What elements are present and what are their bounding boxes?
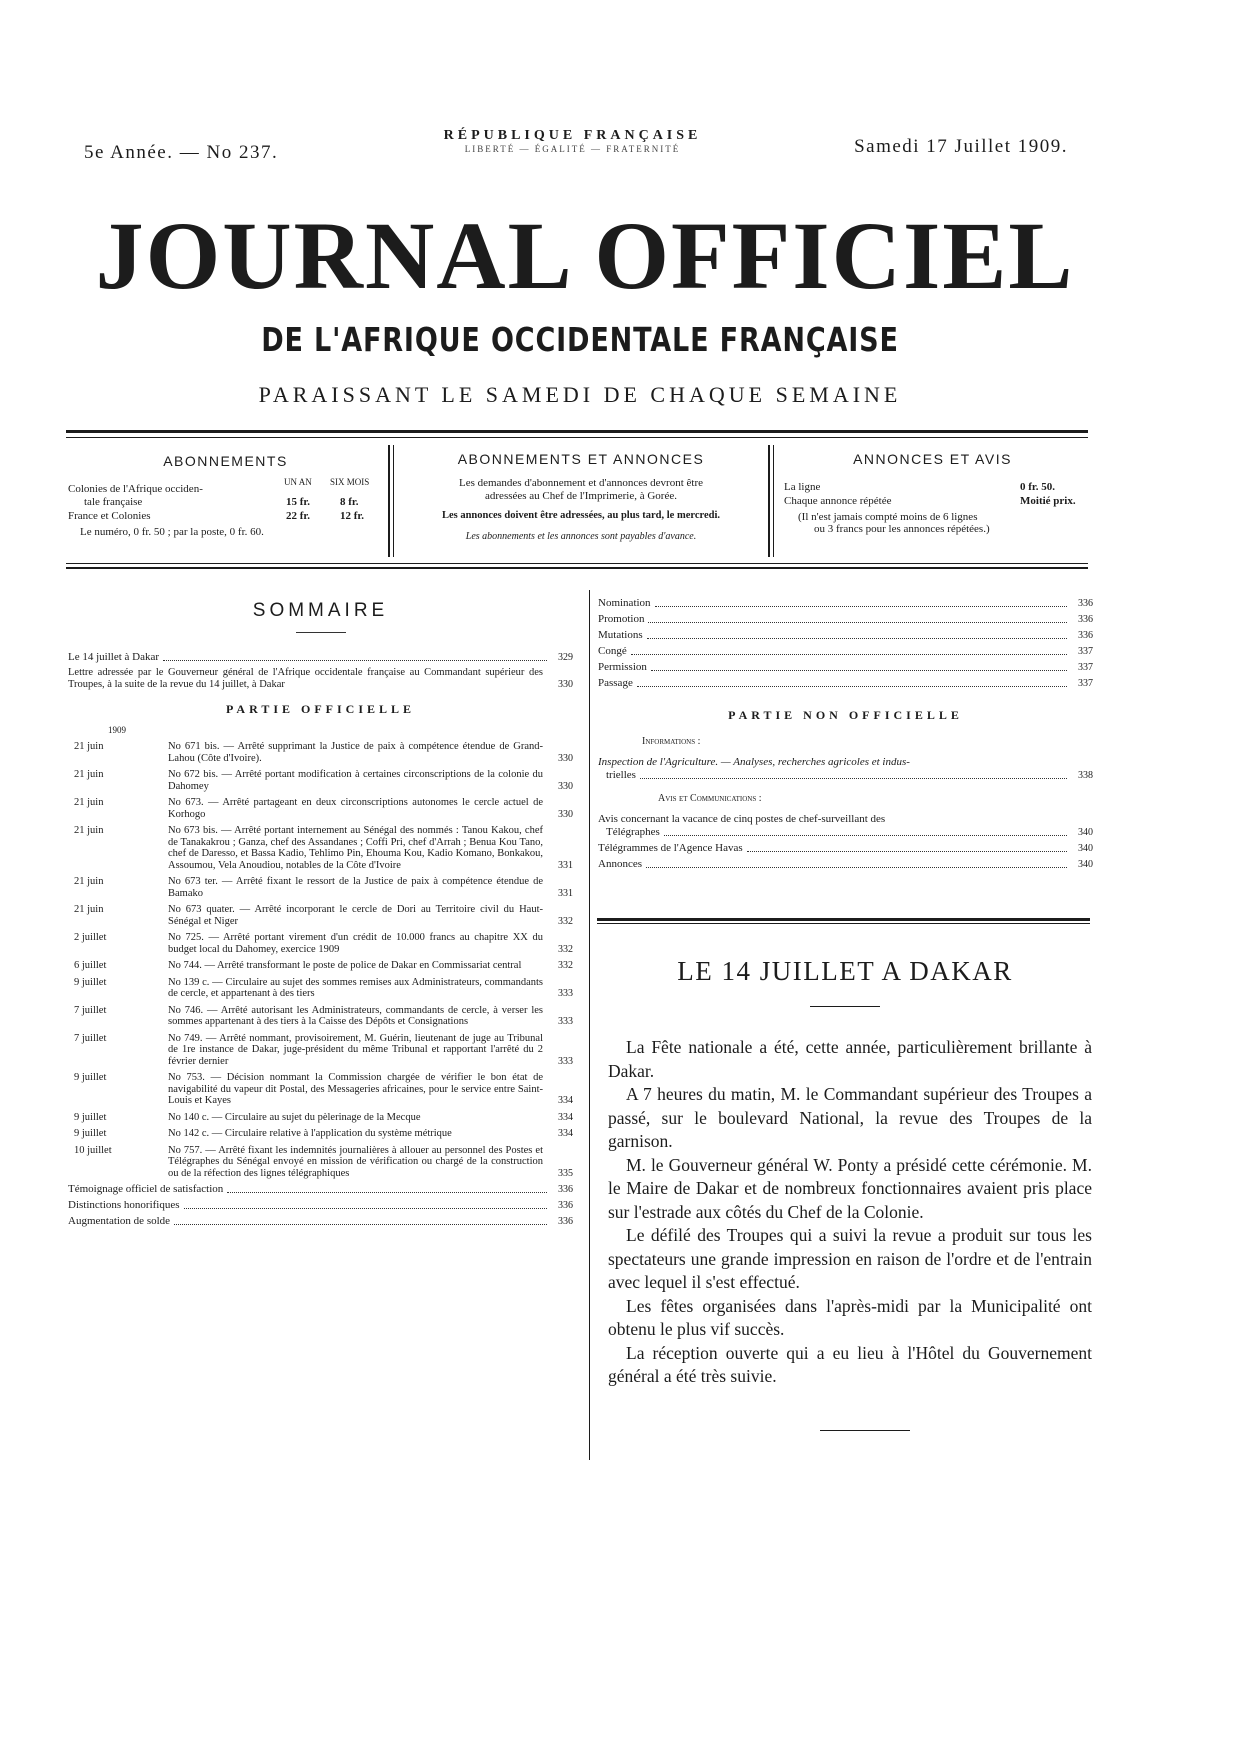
toc-row: [598, 613, 1093, 626]
toc-row: [68, 1183, 573, 1196]
entry-description: No 753. — Décision nommant la Commission chargée de vérifier le bon état de navigabilité du vapeur dit Postal, des Messageries africaines, pour le service entre Saint-Louis et Kayes: [168, 1072, 543, 1106]
box-mid-line4: Les abonnements et les annonces sont payables d'avance.: [465, 531, 697, 542]
dot-leader: [655, 606, 1067, 607]
entry-description: No 671 bis. — Arrêté supprimant la Justice de paix à compétence étendue de Grand-Lahou (Côte d'Ivoire).: [168, 741, 543, 764]
entry-description: No 746. — Arrêté autorisant les Administrateurs, commandants de cercle, à verser les sommes appartenant à des tiers à la Caisse des Dépôts et Consignations: [168, 1004, 543, 1027]
entry-page: 330: [558, 780, 573, 792]
toc-page: 330: [558, 678, 573, 690]
dot-leader: [184, 1208, 547, 1209]
info-item-line2: trielles: [606, 769, 636, 781]
info-leader: [640, 778, 1067, 779]
toc-row: [68, 1199, 573, 1212]
avis1-line2: Télégraphes: [606, 826, 660, 838]
top-rule-thin: [66, 437, 1088, 438]
issue-number: 5e Année. — No 237.: [84, 142, 279, 163]
toc-entry: [68, 977, 573, 1000]
toc-page: 336: [1078, 630, 1093, 641]
dot-leader: [174, 1224, 547, 1225]
box-divider-right-thin: [773, 445, 774, 557]
entry-description: No 757. — Arrêté fixant les indemnités journalières à allouer au personnel des Postes et Télégraphes du Sénégal envoyé en mission de vérification ou chargé de la construction ou de la réfection des lignes télégraphiques: [168, 1144, 543, 1179]
toc-row: [598, 597, 1093, 610]
line-price-label: La ligne: [784, 481, 821, 493]
box-divider-right: [768, 445, 770, 557]
toc-row: [598, 629, 1093, 642]
informations-head: Informations :: [642, 736, 701, 747]
entry-date: 9 juillet: [74, 1072, 107, 1083]
entry-date: 7 juillet: [74, 1004, 107, 1016]
toc-label: Nomination: [598, 597, 651, 609]
entry-description: No 725. — Arrêté portant virement d'un crédit de 10.000 francs au chapitre XX du budget local du Dahomey, exercice 1909: [168, 932, 543, 955]
row2-label: France et Colonies: [68, 510, 151, 522]
headline-underline: [810, 1006, 880, 1007]
sommaire-column: [68, 600, 573, 1228]
box-mid-line1: Les demandes d'abonnement et d'annonces devront être: [458, 477, 704, 489]
box-mid-line2: adressées au Chef de l'Imprimerie, à Gorée.: [485, 490, 677, 502]
article-headline: LE 14 JUILLET A DAKAR: [677, 956, 1013, 986]
sommaire-title: SOMMAIRE: [252, 600, 389, 621]
subscriptions-ads-head: ABONNEMENTS ET ANNONCES: [457, 451, 705, 467]
entry-description: No 673. — Arrêté partageant en deux circonscriptions autonomes le cercle actuel de Korhogo: [168, 797, 543, 820]
entry-date: 21 juin: [74, 904, 104, 915]
toc-entry: [68, 1145, 573, 1180]
toc-page: 336: [558, 1216, 573, 1227]
dot-leader: [647, 638, 1067, 639]
entry-description: No 673 bis. — Arrêté portant internement au Sénégal des nommés : Tanou Kakou, chef de Tanakakrou ; Ganza, chef des Assandanes ; Coffi Pri, chef d'Arrah ; Benua Kou Tano, chef de Daresso, et Bassa Kadio, Tehlimo Pin, Ehouma Kou, Kadio Komano, Bonkakou, Assoumou, Vela Anoudiou, notables de la Côte d'Ivoire: [168, 825, 543, 871]
toc-row: [68, 1215, 573, 1228]
entry-page: 332: [558, 960, 573, 971]
toc-label: Témoignage officiel de satisfaction: [68, 1183, 224, 1195]
entry-page: 333: [558, 1055, 573, 1067]
toc-label: Congé: [598, 645, 627, 657]
entry-date: 21 juin: [74, 797, 104, 808]
entry-page: 332: [558, 915, 573, 927]
ads-notices-box: [780, 451, 1085, 551]
republic-block: [400, 128, 745, 154]
entry-description: No 672 bis. — Arrêté portant modification à certaines circonscriptions de la colonie du Dahomey: [168, 769, 543, 792]
avis2-row: [598, 842, 1093, 855]
entry-date: 6 juillet: [74, 960, 107, 971]
entry-date: 9 juillet: [74, 1128, 107, 1139]
repeat-price-label: Chaque annonce répétée: [784, 495, 892, 507]
article-paragraph: Le défilé des Troupes qui a suivi la revue a produit sur tous les spectateurs une grande impression en raison de l'ordre et de l'entrain avec lequel il s'est effectué.: [608, 1225, 1092, 1292]
toc-row: [598, 645, 1093, 658]
journal-tagline: PARAISSANT LE SAMEDI DE CHAQUE SEMAINE: [258, 382, 902, 407]
toc-entry: [68, 1128, 573, 1140]
entry-date: 10 juillet: [74, 1144, 112, 1156]
avis3-label: Annonces: [598, 858, 642, 870]
col-one-year: UN AN: [284, 477, 312, 487]
avis-list: [598, 813, 1093, 871]
bottom-rule-thin: [66, 563, 1088, 564]
avis1-leader: [664, 835, 1067, 836]
avis3-page: 340: [1078, 859, 1093, 870]
box-mid-line3: Les annonces doivent être adressées, au plus tard, le mercredi.: [441, 510, 721, 521]
article-paragraph: La Fête nationale a été, cette année, particulièrement brillante à Dakar.: [608, 1037, 1092, 1081]
toc-entry: [68, 932, 573, 955]
toc-label: Lettre adressée par le Gouverneur général de l'Afrique occidentale française au Commandant supérieur des Troupes, à la suite de la revue du 14 juillet, à Dakar: [68, 667, 543, 690]
top-rule: [66, 430, 1088, 433]
entry-page: 332: [558, 943, 573, 955]
entry-page: 333: [558, 988, 573, 999]
toc-label: Augmentation de solde: [68, 1215, 171, 1227]
journal-title: JOURNAL OFFICIEL: [95, 202, 1075, 309]
avis1-page: 340: [1078, 827, 1093, 838]
article-end-rule: [820, 1430, 910, 1431]
article-separator-thick: [597, 918, 1090, 921]
partie-officielle-head: PARTIE OFFICIELLE: [225, 702, 416, 716]
article-separator-thin: [597, 923, 1090, 924]
avis2-label: Télégrammes de l'Agence Havas: [598, 842, 743, 854]
entry-description: No 673 ter. — Arrêté fixant le ressort de la Justice de paix à compétence étendue de Bamako: [168, 876, 543, 899]
avis1-row: [598, 826, 1093, 839]
entry-date: 21 juin: [74, 876, 104, 887]
entry-page: 330: [558, 808, 573, 820]
toc-entry: [68, 1112, 573, 1124]
entry-description: No 139 c. — Circulaire au sujet des sommes remises aux Administrateurs, commandants de cercle, et appartenant à des tiers: [168, 976, 543, 999]
toc-entry: [68, 741, 573, 764]
avis2-leader: [747, 851, 1067, 852]
avis3-leader: [646, 867, 1067, 868]
entry-page: 333: [558, 1016, 573, 1027]
entry-date: 21 juin: [74, 769, 104, 780]
issue-date: Samedi 17 Juillet 1909.: [854, 136, 1068, 157]
toc-row: [598, 661, 1093, 674]
toc-row: [68, 651, 573, 664]
toc-label: Passage: [598, 677, 633, 689]
row1-price-year: 15 fr.: [286, 496, 311, 508]
toc-entry: [68, 904, 573, 927]
avis3-row: [598, 858, 1093, 871]
single-issue-price: Le numéro, 0 fr. 50 ; par la poste, 0 fr. 60.: [80, 526, 264, 538]
journal-subtitle: DE L'AFRIQUE OCCIDENTALE FRANÇAISE: [261, 320, 899, 359]
row1-price-six: 8 fr.: [340, 496, 359, 508]
entry-page: 331: [558, 859, 573, 871]
toc-entry: [68, 960, 573, 972]
toc-row: [68, 667, 573, 690]
dot-leader: [227, 1192, 547, 1193]
sommaire-entries: [68, 741, 573, 1179]
sommaire-right-column: [598, 594, 1093, 871]
entry-page: 334: [558, 1128, 573, 1139]
ads-notices-head: ANNONCES ET AVIS: [853, 451, 1012, 467]
toc-page: 336: [1078, 598, 1093, 609]
entry-date: 7 juillet: [74, 1032, 107, 1044]
entry-page: 330: [558, 752, 573, 764]
dot-leader: [631, 654, 1067, 655]
toc-entry: [68, 1005, 573, 1028]
toc-page: 336: [558, 1200, 573, 1211]
info-item: [598, 756, 1093, 782]
toc-page: 337: [1078, 678, 1093, 689]
subscriptions-box: [68, 453, 383, 547]
republic-label: RÉPUBLIQUE FRANÇAISE: [443, 128, 702, 143]
col-six-months: SIX MOIS: [330, 477, 370, 487]
row1-label-cont: tale française: [84, 496, 143, 508]
row2-price-year: 22 fr.: [286, 510, 311, 522]
info-item-line1: Inspection de l'Agriculture. — Analyses, recherches agricoles et indus-: [598, 756, 910, 768]
row2-price-six: 12 fr.: [340, 510, 365, 522]
repeat-price: Moitié prix.: [1020, 495, 1076, 507]
entry-date: 21 juin: [74, 825, 104, 836]
sommaire-tail: [68, 1183, 573, 1228]
line-price: 0 fr. 50.: [1020, 481, 1056, 493]
subscriptions-ads-box: [400, 451, 762, 543]
avis2-page: 340: [1078, 843, 1093, 854]
dot-leader: [648, 622, 1067, 623]
toc-row: [598, 677, 1093, 690]
sommaire-underline: [296, 632, 346, 633]
column-divider: [589, 590, 590, 1460]
toc-label: Distinctions honorifiques: [68, 1199, 180, 1211]
bottom-rule: [66, 567, 1088, 569]
entry-description: No 749. — Arrêté nommant, provisoirement, M. Guérin, lieutenant de juge au Tribunal de 1re instance de Dakar, juge-président du même Tribunal et rapportant l'arrêté du 2 février dernier: [168, 1032, 543, 1067]
entry-page: 334: [558, 1111, 573, 1123]
dot-leader: [651, 670, 1067, 671]
motto: LIBERTÉ — ÉGALITÉ — FRATERNITÉ: [464, 144, 681, 154]
article-paragraph: A 7 heures du matin, M. le Commandant supérieur des Troupes a passé, sur le boulevard National, la revue des Troupes de la garnison.: [608, 1084, 1092, 1151]
entry-page: 331: [558, 887, 573, 899]
article-paragraph: M. le Gouverneur général W. Ponty a présidé cette cérémonie. M. le Maire de Dakar et de nombreux fonctionnaires avaient pris place sur l'estrade aux côtés du Chef de la Colonie.: [608, 1154, 1092, 1222]
toc-page: 329: [558, 652, 573, 663]
article-paragraph: Les fêtes organisées dans l'après-midi par la Municipalité ont obtenu le plus vif succès.: [608, 1295, 1092, 1339]
year-label: 1909: [108, 725, 126, 735]
entry-description: No 142 c. — Circulaire relative à l'application du système métrique: [168, 1128, 452, 1139]
toc-page: 337: [1078, 662, 1093, 673]
dot-leader: [163, 660, 547, 661]
toc-page: 336: [558, 1184, 573, 1195]
sommaire-intro: [68, 651, 573, 690]
toc-page: 337: [1078, 646, 1093, 657]
entry-date: 9 juillet: [74, 1111, 107, 1123]
dot-leader: [637, 686, 1067, 687]
entry-description: No 140 c. — Circulaire au sujet du pèlerinage de la Mecque: [168, 1111, 421, 1123]
entry-page: 335: [558, 1167, 573, 1179]
toc-entry: [68, 825, 573, 871]
toc-entry: [68, 876, 573, 899]
right-items: [598, 597, 1093, 690]
toc-entry: [68, 1033, 573, 1068]
info-page: 338: [1078, 770, 1093, 781]
ads-note-line2: ou 3 francs pour les annonces répétées.): [814, 523, 990, 535]
toc-label: Le 14 juillet à Dakar: [68, 651, 160, 663]
info-item-row: [598, 769, 1093, 782]
toc-label: Promotion: [598, 613, 645, 625]
entry-date: 9 juillet: [74, 976, 107, 988]
article-paragraph: La réception ouverte qui a eu lieu à l'Hôtel du Gouvernement général a été très suivie.: [608, 1342, 1092, 1386]
toc-entry: [68, 1072, 573, 1107]
toc-entry: [68, 769, 573, 792]
partie-non-officielle-head: PARTIE NON OFFICIELLE: [728, 708, 963, 722]
entry-date: 2 juillet: [74, 932, 107, 943]
ads-note-line1: (Il n'est jamais compté moins de 6 lignes: [798, 511, 978, 523]
subscriptions-head: ABONNEMENTS: [163, 453, 288, 469]
toc-entry: [68, 797, 573, 820]
article-body: [608, 1036, 1092, 1389]
toc-label: Mutations: [598, 629, 643, 641]
toc-label: Permission: [598, 661, 647, 673]
entry-description: No 744. — Arrêté transformant le poste de police de Dakar en Commissariat central: [168, 960, 522, 971]
entry-date: 21 juin: [74, 741, 104, 752]
toc-page: 336: [1078, 614, 1093, 625]
entry-description: No 673 quater. — Arrêté incorporant le cercle de Dori au Territoire civil du Haut-Sénégal et Niger: [168, 904, 543, 927]
avis-head: Avis et Communications :: [658, 793, 762, 804]
box-divider-left-thin: [393, 445, 394, 557]
avis1-line1: Avis concernant la vacance de cinq postes de chef-surveillant des: [598, 813, 886, 825]
box-divider-left: [388, 445, 390, 557]
entry-page: 334: [558, 1095, 573, 1106]
row1-label: Colonies de l'Afrique occiden-: [68, 483, 203, 495]
